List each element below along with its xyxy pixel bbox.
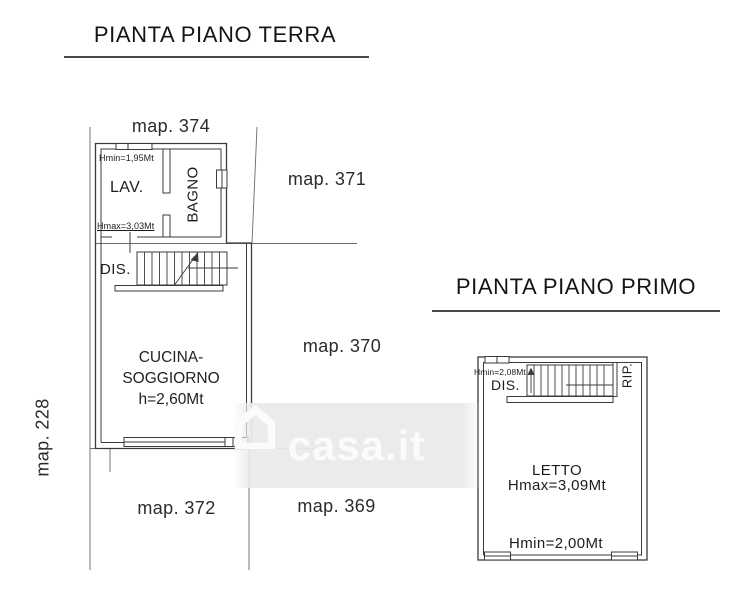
- kitchen-height: h=2,60Mt: [138, 391, 204, 408]
- door-right-bagno: [217, 170, 228, 188]
- room-label-dis-ground: DIS.: [100, 261, 131, 278]
- hmin-annotation-first-bottom: Hmin=2,00Mt: [508, 535, 604, 552]
- ground-floor-title-underline: [64, 56, 369, 58]
- room-label-kitchen: [111, 347, 231, 410]
- parcel-label-228: map. 228: [32, 398, 53, 477]
- rip-partition-wall: [613, 363, 617, 397]
- hmin-annotation-ground: Hmin=1,95Mt: [99, 153, 154, 163]
- stair-landing: [115, 286, 223, 292]
- room-label-rip: RIP.: [619, 362, 635, 389]
- window-top: [116, 144, 152, 150]
- parcel-label-370: map. 370: [302, 336, 382, 356]
- staircase-ground: [115, 252, 238, 291]
- stair-landing: [507, 397, 613, 403]
- room-label-lav: LAV.: [110, 179, 144, 196]
- boundary-line-right-upper: [252, 127, 257, 243]
- hmax-annotation-first: Hmax=3,09Mt: [507, 477, 607, 494]
- parcel-label-374: map. 374: [131, 116, 211, 136]
- house-icon: [233, 403, 277, 451]
- partition-wall-bottom: [163, 215, 170, 237]
- parcel-label-369: map. 369: [297, 496, 376, 516]
- kitchen-line2: SOGGIORNO: [122, 370, 220, 387]
- room-label-bagno: BAGNO: [184, 166, 202, 223]
- window-bottom-long: [124, 438, 225, 447]
- window-bottom-left: [485, 552, 511, 560]
- window-top-left: [485, 357, 509, 364]
- room-label-dis-first: DIS.: [491, 377, 520, 393]
- hmin-annotation-first-top: Hmin=2,08Mt: [474, 367, 526, 377]
- hmax-annotation-ground: Hmax=3,03Mt: [97, 221, 155, 231]
- parcel-label-371: map. 371: [287, 169, 367, 189]
- kitchen-line1: CUCINA-: [138, 349, 204, 366]
- first-floor-title: PIANTA PIANO PRIMO: [455, 274, 697, 299]
- partition-wall-top: [163, 149, 170, 193]
- watermark-band: [233, 403, 480, 488]
- parcel-label-372: map. 372: [137, 498, 216, 518]
- first-floor-title-underline: [432, 310, 720, 312]
- watermark-label: casa.it: [287, 421, 426, 469]
- ground-floor-title: PIANTA PIANO TERRA: [93, 22, 337, 47]
- window-bottom-right: [612, 552, 638, 560]
- room-label-letto: LETTO: [531, 462, 583, 479]
